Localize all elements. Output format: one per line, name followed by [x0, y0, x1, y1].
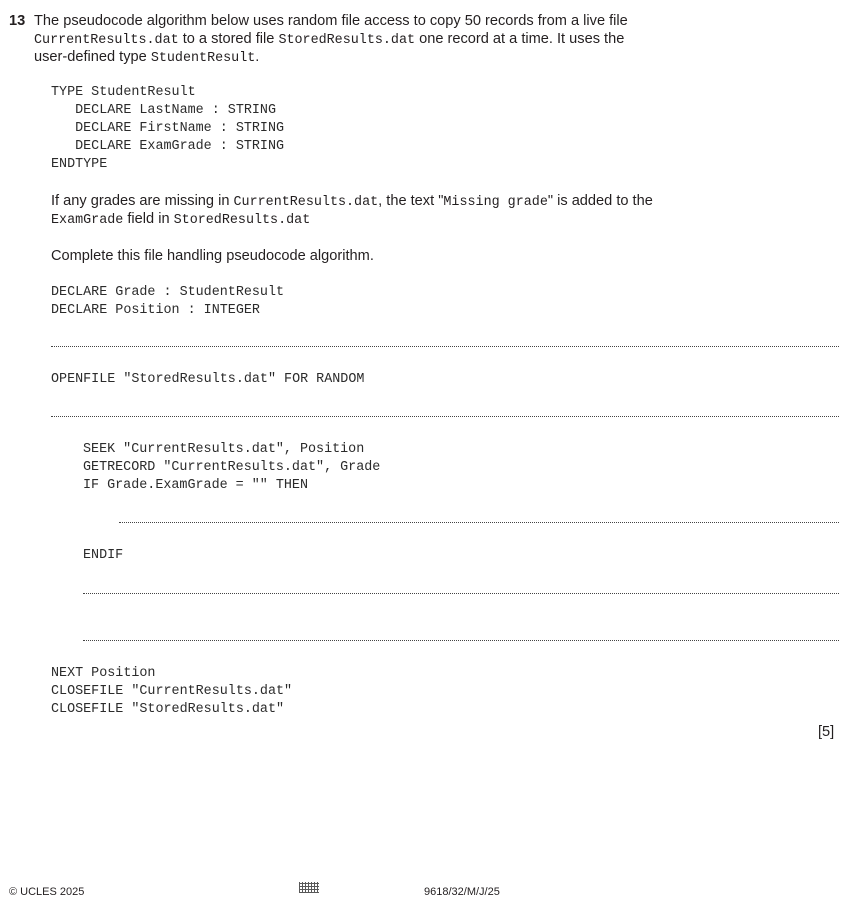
missing-line-1: [51, 192, 653, 212]
code-if: IF Grade.ExamGrade = "" THEN: [83, 478, 308, 493]
code-next: NEXT Position: [51, 666, 156, 681]
missing-line-2: [51, 210, 310, 230]
intro-text-4: user-defined type: [34, 49, 151, 65]
intro-line-3: [34, 48, 259, 68]
code-closefile-stored: CLOSEFILE "StoredResults.dat": [51, 702, 285, 717]
code-openfile: OPENFILE "StoredResults.dat" FOR RANDOM: [51, 372, 365, 387]
missing-field-name: ExamGrade: [51, 213, 124, 228]
intro-text-3: one record at a time. It uses the: [415, 31, 625, 47]
code-closefile-current: CLOSEFILE "CurrentResults.dat": [51, 684, 293, 699]
missing-text-c: is added to the: [553, 193, 653, 209]
intro-line-1: [34, 12, 628, 30]
type-line-2: DECLARE LastName : STRING: [51, 103, 276, 118]
type-line-1: TYPE StudentResult: [51, 85, 196, 100]
missing-quote-open: ": [438, 193, 444, 209]
marks: [5]: [818, 724, 835, 740]
answer-line-4[interactable]: [83, 593, 839, 594]
missing-text-d: field in: [123, 211, 174, 227]
type-line-5: ENDTYPE: [51, 157, 108, 172]
code-seek: SEEK "CurrentResults.dat", Position: [83, 442, 365, 457]
code-declare-position: DECLARE Position : INTEGER: [51, 303, 260, 318]
missing-text-a: If any grades are missing in: [51, 193, 234, 209]
missing-file-stored: StoredResults.dat: [173, 213, 311, 228]
intro-text-2: to a stored file: [178, 31, 279, 47]
code-declare-grade: DECLARE Grade : StudentResult: [51, 285, 285, 300]
answer-line-1[interactable]: [51, 346, 839, 347]
missing-file-current: CurrentResults.dat: [233, 195, 379, 210]
footer-copyright: © UCLES 2025: [9, 886, 85, 898]
code-getrecord: GETRECORD "CurrentResults.dat", Grade: [83, 460, 381, 475]
intro-file-stored: StoredResults.dat: [278, 33, 416, 48]
answer-line-3[interactable]: [119, 522, 839, 523]
barcode-icon: [299, 882, 319, 893]
intro-file-current: CurrentResults.dat: [34, 33, 179, 48]
footer-paper-code: 9618/32/M/J/25: [424, 886, 500, 898]
intro-line-2: [34, 30, 624, 50]
instruction-text: Complete this file handling pseudocode algorithm.: [51, 248, 374, 264]
answer-line-2[interactable]: [51, 416, 839, 417]
answer-line-5[interactable]: [83, 640, 839, 641]
code-endif: ENDIF: [83, 548, 124, 563]
question-number: 13: [9, 13, 26, 29]
type-line-3: DECLARE FirstName : STRING: [51, 121, 285, 136]
missing-grade-text: Missing grade: [443, 195, 548, 210]
missing-quote-close: ": [547, 193, 554, 209]
intro-text-1: The pseudocode algorithm below uses random file access to copy 50 records from a live file: [34, 13, 628, 29]
missing-text-b: , the text: [378, 193, 439, 209]
intro-type-name: StudentResult: [150, 51, 256, 66]
type-line-4: DECLARE ExamGrade : STRING: [51, 139, 285, 154]
intro-text-5: .: [255, 49, 260, 65]
